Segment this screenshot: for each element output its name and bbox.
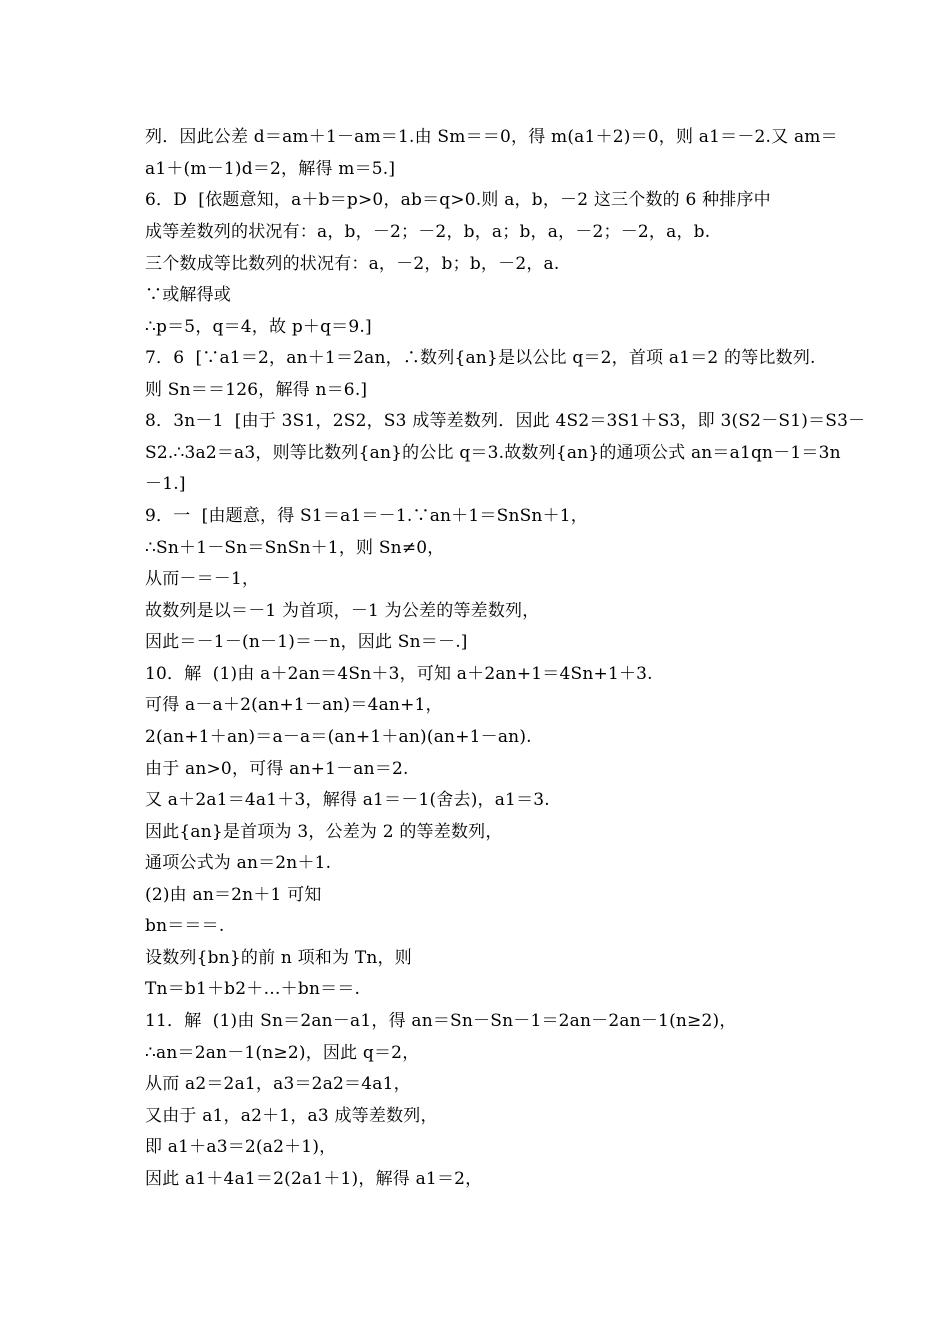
- text-line: 2(an+1＋an)＝a－a＝(an+1＋an)(an+1－an).: [145, 727, 532, 747]
- text-line: 成等差数列的状况有：a，b，－2；－2，b，a；b，a，－2；－2，a，b.: [145, 222, 711, 242]
- text-line: 7．6 [∵a1＝2，an＋1＝2an，∴数列{an}是以公比 q＝2，首项 a1＝2 的等比数列.: [145, 348, 816, 368]
- text-line: (2)由 an＝2n＋1 可知: [145, 885, 322, 905]
- text-line: 又由于 a1，a2＋1，a3 成等差数列，: [145, 1106, 438, 1126]
- text-line: ∴p＝5，q＝4，故 p＋q＝9.]: [145, 317, 372, 337]
- text-line: 故数列是以＝－1 为首项，－1 为公差的等差数列，: [145, 601, 540, 621]
- text-line: ∴an＝2an－1(n≥2)，因此 q＝2，: [145, 1043, 420, 1063]
- text-line: Tn＝b1＋b2＋…＋bn＝＝.: [145, 979, 361, 999]
- text-line: 又 a＋2a1＝4a1＋3，解得 a1＝－1(舍去)，a1＝3.: [145, 790, 550, 810]
- text-line: 8．3n－1 [由于 3S1，2S2，S3 成等差数列．因此 4S2＝3S1＋S3，即 3(S2－S1)＝S3－: [145, 411, 866, 431]
- text-line: bn＝＝＝.: [145, 916, 225, 936]
- text-line: 因此＝－1－(n－1)＝－n，因此 Sn＝－.]: [145, 632, 468, 652]
- text-line: S2.∴3a2＝a3，则等比数列{an}的公比 q＝3.故数列{an}的通项公式 an＝a1qn－1＝3n: [145, 443, 841, 463]
- text-line: 通项公式为 an＝2n＋1.: [145, 853, 332, 873]
- text-line: 6．D [依题意知，a＋b＝p>0，ab＝q>0.则 a，b，－2 这三个数的 6 种排序中: [145, 190, 771, 210]
- text-line: a1＋(m－1)d＝2，解得 m＝5.]: [145, 159, 396, 179]
- text-line: 三个数成等比数列的状况有：a，－2，b；b，－2，a.: [145, 254, 560, 274]
- text-line: 可得 a－a＋2(an+1－an)＝4an+1，: [145, 695, 443, 715]
- text-line: 设数列{bn}的前 n 项和为 Tn，则: [145, 948, 412, 968]
- text-line: 9．一 [由题意，得 S1＝a1＝－1.∵an＋1＝SnSn＋1，: [145, 506, 588, 526]
- text-line: 即 a1＋a3＝2(a2＋1)，: [145, 1137, 337, 1157]
- text-line: ∵或解得或: [145, 285, 231, 305]
- text-line: 因此 a1＋4a1＝2(2a1＋1)，解得 a1＝2，: [145, 1169, 483, 1189]
- text-line: 从而 a2＝2a1，a3＝2a2＝4a1，: [145, 1074, 411, 1094]
- text-line: 列．因此公差 d＝am＋1－am＝1.由 Sm＝＝0，得 m(a1＋2)＝0，则 a1＝－2.又 am＝: [145, 127, 838, 147]
- text-line: 因此{an}是首项为 3，公差为 2 的等差数列，: [145, 822, 503, 842]
- text-line: －1.]: [145, 474, 186, 494]
- text-line: 11．解 (1)由 Sn＝2an－a1，得 an＝Sn－Sn－1＝2an－2an－1(n≥2)，: [145, 1011, 737, 1031]
- text-line: ∴Sn＋1－Sn＝SnSn＋1，则 Sn≠0，: [145, 538, 445, 558]
- text-line: 10．解 (1)由 a＋2an＝4Sn＋3，可知 a＋2an+1＝4Sn+1＋3.: [145, 664, 653, 684]
- text-line: 由于 an>0，可得 an+1－an＝2.: [145, 759, 409, 779]
- text-line: 则 Sn＝＝126，解得 n＝6.]: [145, 380, 368, 400]
- text-line: 从而－＝－1，: [145, 569, 260, 589]
